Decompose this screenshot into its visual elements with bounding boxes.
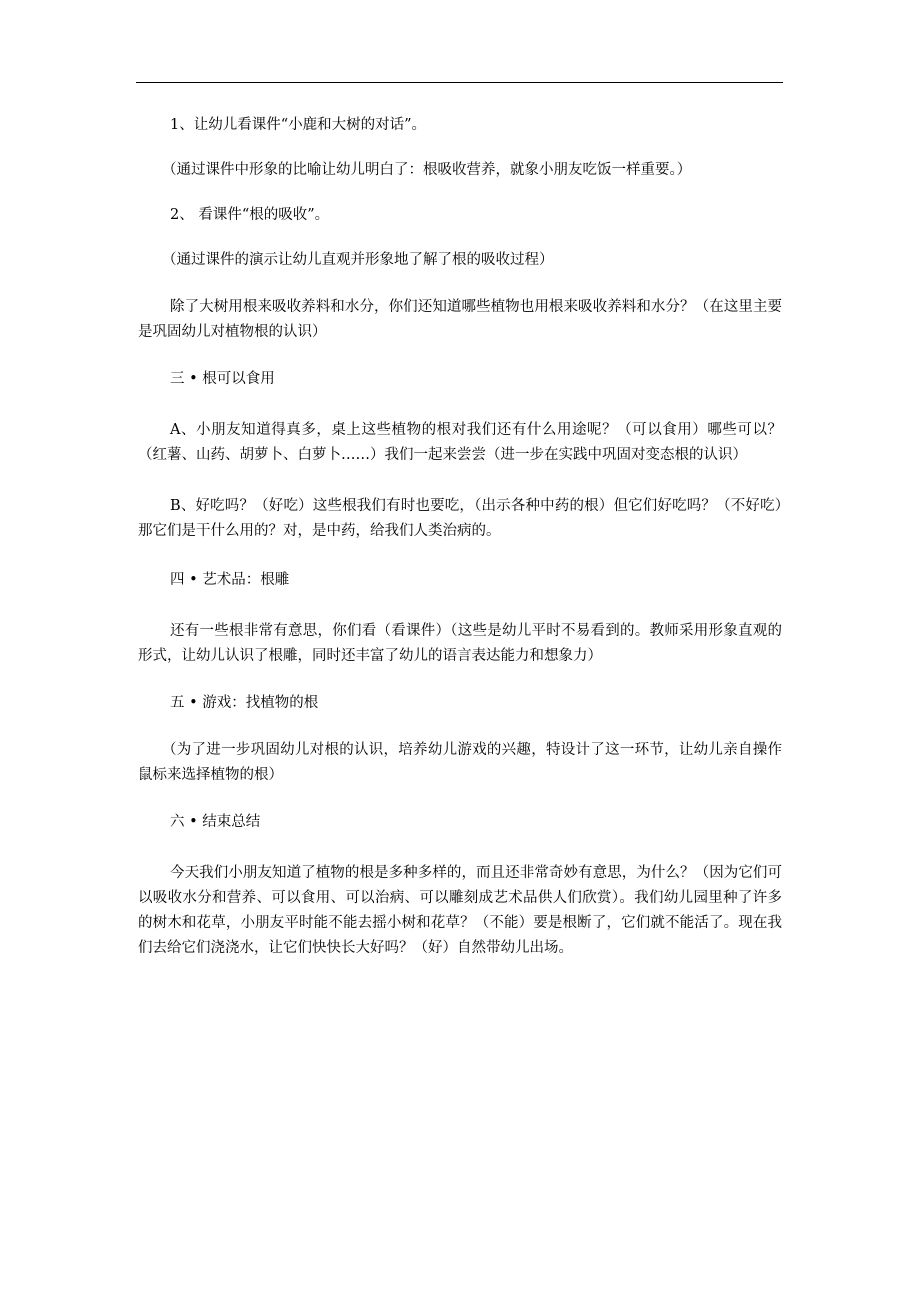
paragraph-summary: 今天我们小朋友知道了植物的根是多种多样的，而且还非常奇妙有意思，为什么？（因为它们可以吸收水分和营养、可以食用、可以治病、可以雕刻成艺术品供人们欣赏）。我们幼儿园里种了许多的树木和花草，小朋友平时能不能去摇小树和花草？（不能）要是根断了，它们就不能活了。现在我们去给它们浇浇水，让它们快快长大好吗？（好）自然带幼儿出场。: [138, 865, 782, 956]
paragraph-step-2-note: （通过课件的演示让幼儿直观并形象地了解了根的吸收过程）: [162, 252, 554, 268]
section-heading-3: 三 • 根可以食用: [170, 371, 275, 387]
paragraph-step-1: 1、让幼儿看课件“小鹿和大树的对话”。: [170, 117, 427, 133]
paragraph-root-carving: 还有一些根非常有意思，你们看（看课件）（这些是幼儿平时不易看到的。教师采用形象直观的形式，让幼儿认识了根雕，同时还丰富了幼儿的语言表达能力和想象力）: [138, 623, 782, 664]
paragraph-step-1-note: （通过课件中形象的比喻让幼儿明白了：根吸收营养，就象小朋友吃饭一样重要。）: [162, 162, 692, 178]
section-heading-5: 五 • 游戏：找植物的根: [170, 695, 319, 711]
paragraph-step-2: 2、 看课件“根的吸收”。: [170, 207, 330, 223]
paragraph-game: （为了进一步巩固幼儿对根的认识，培养幼儿游戏的兴趣，特设计了这一环节，让幼儿亲自操作鼠标来选择植物的根）: [138, 742, 782, 783]
header-rule: [136, 82, 783, 83]
section-heading-6: 六 • 结束总结: [170, 814, 261, 830]
document-body: [138, 113, 782, 961]
paragraph-a: A、小朋友知道得真多，桌上这些植物的根对我们还有什么用途呢？（可以食用）哪些可以？（红薯、山药、胡萝卜、白萝卜……）我们一起来尝尝（进一步在实践中巩固对变态根的认识）: [138, 422, 782, 463]
section-heading-4: 四 • 艺术品：根雕: [170, 572, 290, 588]
paragraph-b: B、好吃吗？（好吃）这些根我们有时也要吃，（出示各种中药的根）但它们好吃吗？（不好吃）那它们是干什么用的？对，是中药，给我们人类治病的。: [138, 498, 782, 539]
paragraph-question: 除了大树用根来吸收养料和水分，你们还知道哪些植物也用根来吸收养料和水分？（在这里主要是巩固幼儿对植物根的认识）: [138, 299, 782, 340]
